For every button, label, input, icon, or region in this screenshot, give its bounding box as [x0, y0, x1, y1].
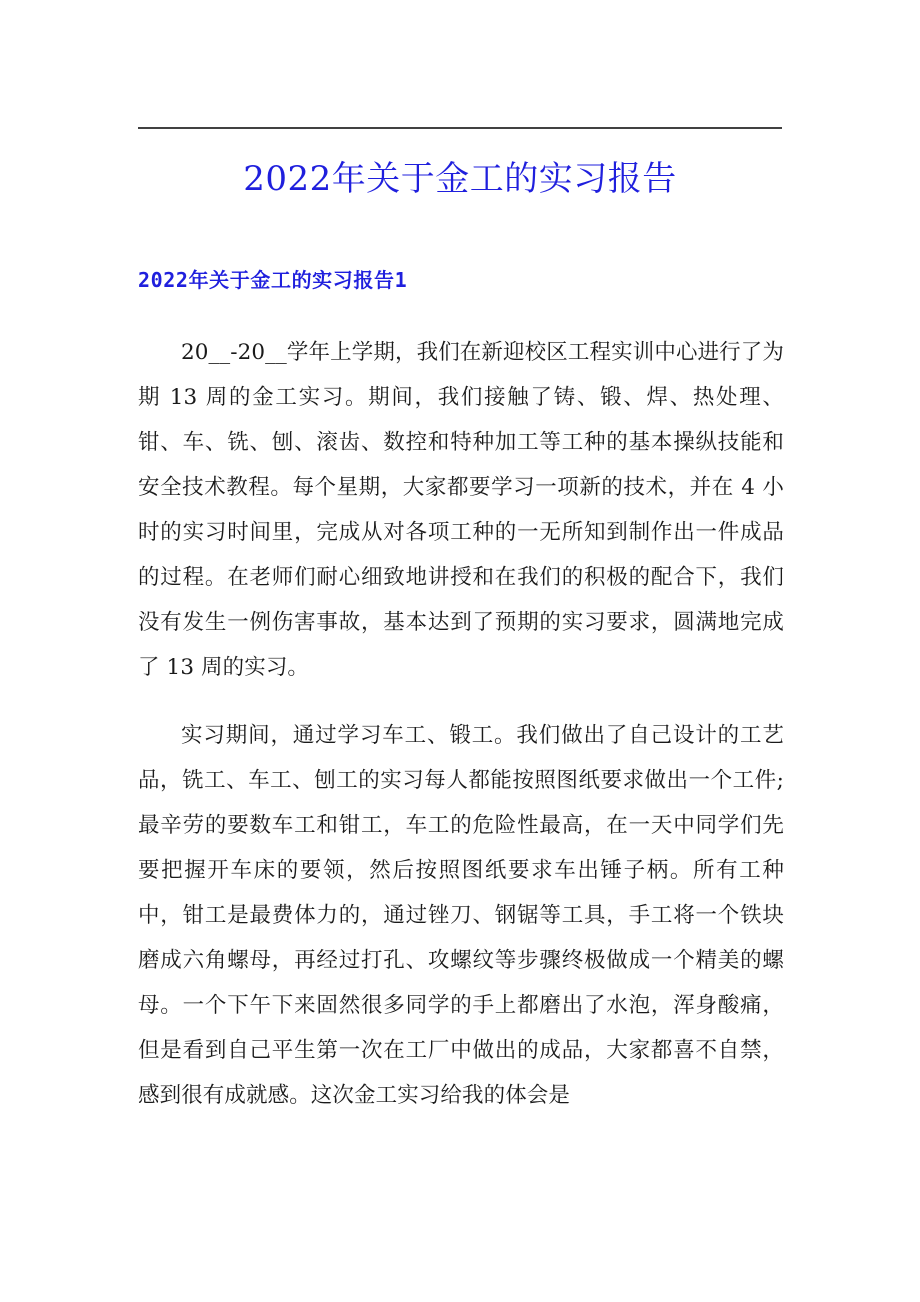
document-body: [138, 330, 784, 1118]
paragraph: 实习期间，通过学习车工、锻工。我们做出了自己设计的工艺品，铣工、车工、刨工的实习每人都能按照图纸要求做出一个工件;最辛劳的要数车工和钳工，车工的危险性最高，在一天中同学们先要把握开车床的要领，然后按照图纸要求车出锤子柄。所有工种中，钳工是最费体力的，通过锉刀、钢锯等工具，手工将一个铁块磨成六角螺母，再经过打孔、攻螺纹等步骤终极做成一个精美的螺母。一个下午下来固然很多同学的手上都磨出了水泡，浑身酸痛，但是看到自己平生第一次在工厂中做出的成品，大家都喜不自禁，感到很有成就感。这次金工实习给我的体会是: [138, 723, 784, 1108]
header-divider: [138, 127, 782, 129]
section-heading: 2022年关于金工的实习报告1: [138, 268, 408, 292]
page-title: 2022年关于金工的实习报告: [243, 159, 677, 199]
paragraph: 20__-20__学年上学期，我们在新迎校区工程实训中心进行了为期 13 周的金工实习。期间，我们接触了铸、锻、焊、热处理、钳、车、铣、刨、滚齿、数控和特种加工等工种的基本操纵技能和安全技术教程。每个星期，大家都要学习一项新的技术，并在 4 小时的实习时间里，完成从对各项工种的一无所知到制作出一件成品的过程。在老师们耐心细致地讲授和在我们的积极的配合下，我们没有发生一例伤害事故，基本达到了预期的实习要求，圆满地完成了 13 周的实习。: [138, 340, 784, 680]
